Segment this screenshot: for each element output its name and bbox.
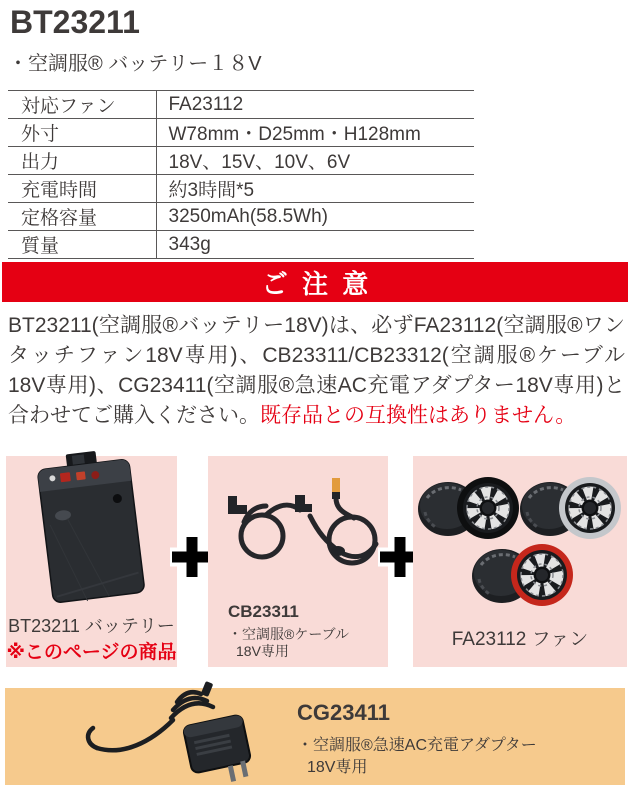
notice-banner: ご注意: [2, 262, 628, 302]
spec-value: FA23112: [156, 91, 474, 119]
table-row: [8, 231, 474, 259]
spec-value: 3250mAh(58.5Wh): [156, 203, 474, 231]
battery-caption: BT23211 バッテリー: [8, 616, 175, 636]
table-row: [8, 91, 474, 119]
battery-card: [6, 456, 177, 667]
cable-image: [214, 470, 382, 596]
spec-value: W78mm・D25mm・H128mm: [156, 119, 474, 147]
adapter-image: [57, 676, 287, 794]
notice-body: [8, 311, 625, 431]
spec-value: 約3時間*5: [156, 175, 474, 203]
spec-label: 外寸: [8, 119, 156, 147]
product-title: BT23211: [10, 4, 140, 40]
adapter-desc2: 18V専用: [307, 759, 368, 776]
adapter-desc1: ・空調服®急速AC充電アダプター: [297, 737, 537, 754]
adapter-code: CG23411: [297, 700, 390, 725]
table-row: [8, 175, 474, 203]
spec-label: 定格容量: [8, 203, 156, 231]
adapter-box: [5, 688, 625, 785]
notice-body-text: BT23211(空調服®バッテリー18V)は、必ずFA23112(空調服®ワンタッチファン18V専用)、CB23311/CB23312(空調服®ケーブル18V専用)、CG23411(空調服®急速AC充電アダプター18V専用)と合わせてご購入ください。: [8, 314, 625, 427]
battery-image: [19, 450, 164, 608]
product-subtitle: ・空調服® バッテリー１８V: [8, 53, 262, 75]
cable-desc2: 18V専用: [236, 643, 289, 659]
spec-value: 18V、15V、10V、6V: [156, 147, 474, 175]
battery-note: ※このページの商品: [6, 642, 177, 663]
spec-label: 出力: [8, 147, 156, 175]
spec-table: [8, 90, 474, 259]
spec-label: 質量: [8, 231, 156, 259]
fan-caption: FA23112 ファン: [451, 629, 589, 650]
notice-warning-text: 既存品との互換性はありません。: [260, 404, 577, 427]
cable-desc1: ・空調服®ケーブル: [228, 626, 350, 642]
spec-label: 充電時間: [8, 175, 156, 203]
table-row: [8, 119, 474, 147]
spec-value: 343g: [156, 231, 474, 259]
table-row: [8, 203, 474, 231]
cable-code: CB23311: [228, 602, 299, 621]
cable-card: [208, 456, 388, 667]
spec-label: 対応ファン: [8, 91, 156, 119]
table-row: [8, 147, 474, 175]
fan-card: [413, 456, 627, 667]
fans-image: [417, 460, 623, 624]
